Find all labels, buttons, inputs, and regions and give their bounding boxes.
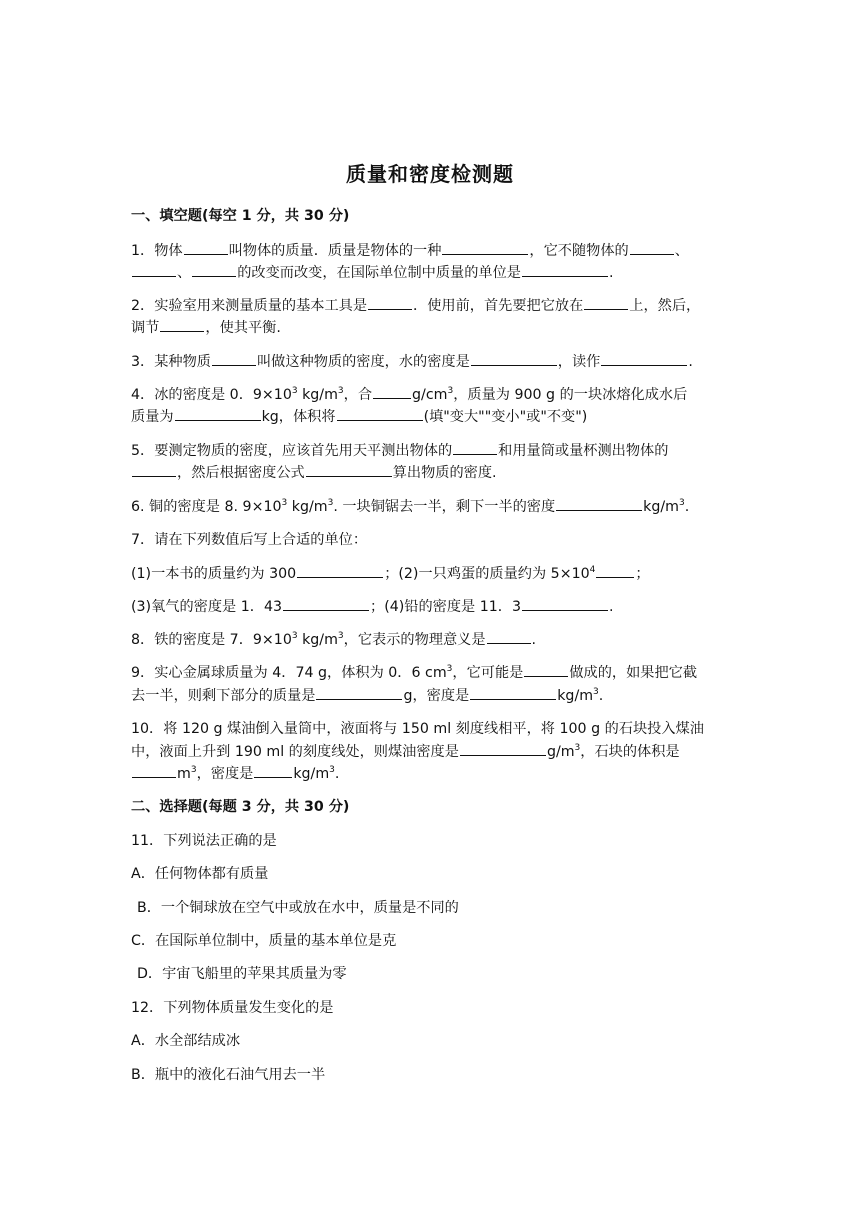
question-6: 6. 铜的密度是 8. $9\times 10^3$ $kg/m^3$. 一块铜锯去一半，剩下一半的密度 $kg/m^3$. xyxy=(131,498,690,515)
question-4-line-1: 4．冰的密度是 0．$9\times 10^3$ $kg/m^3$，合 $g/cm^3$，质量为 900 g 的一块冰熔化成水后 xyxy=(131,386,688,403)
answer-blank[interactable] xyxy=(596,563,634,578)
question-2-line-1: 2．实验室用来测量质量的基本工具是 ．使用前，首先要把它放在 上，然后， xyxy=(131,295,700,317)
question-11: 11．下列说法正确的是 xyxy=(131,833,277,849)
question-8: 8．铁的密度是 7．$9\times 10^3$ $kg/m^3$，它表示的物理意义是 . xyxy=(131,631,537,648)
question-4-line-2: 质量为 kg，体积将 (填"变大""变小"或"不变") xyxy=(131,406,587,428)
answer-blank[interactable] xyxy=(160,317,204,332)
answer-blank[interactable] xyxy=(184,240,228,255)
question-9-line-1: 9．实心金属球质量为 4．74 g，体积为 0．6 $cm^3$，它可能是 做成的，如果把它截 xyxy=(131,664,698,681)
answer-blank[interactable] xyxy=(337,406,423,421)
answer-blank[interactable] xyxy=(175,406,261,421)
question-7-items-3-4: (3)氧气的密度是 1．43 ；(4)铅的密度是 11．3 . xyxy=(131,596,614,618)
question-12: 12．下列物体质量发生变化的是 xyxy=(131,1000,334,1016)
question-2-line-2: 调节 ，使其平衡. xyxy=(131,317,281,339)
answer-blank[interactable] xyxy=(442,240,528,255)
question-1-line-2: 、 的改变而改变，在国际单位制中质量的单位是 . xyxy=(131,262,613,284)
answer-blank[interactable] xyxy=(524,662,568,677)
answer-blank[interactable] xyxy=(584,295,628,310)
question-11-option-d: D．宇宙飞船里的苹果其质量为零 xyxy=(137,966,347,982)
question-10-line-2: 中，液面上升到 190 ml 的刻度线处，则煤油密度是 $g/m^3$，石块的体积是 xyxy=(131,743,680,760)
answer-blank[interactable] xyxy=(132,462,176,477)
question-7: 7．请在下列数值后写上合适的单位： xyxy=(131,532,368,548)
answer-blank[interactable] xyxy=(522,596,608,611)
answer-blank[interactable] xyxy=(192,262,236,277)
answer-blank[interactable] xyxy=(453,440,497,455)
answer-blank[interactable] xyxy=(373,384,411,399)
answer-blank[interactable] xyxy=(297,563,383,578)
answer-blank[interactable] xyxy=(556,496,642,511)
question-5-line-2: ，然后根据密度公式 算出物质的密度. xyxy=(131,462,497,484)
answer-blank[interactable] xyxy=(316,685,402,700)
answer-blank[interactable] xyxy=(283,596,369,611)
question-12-option-a: A．水全部结成冰 xyxy=(131,1033,241,1049)
answer-blank[interactable] xyxy=(132,262,176,277)
question-11-option-a: A．任何物体都有质量 xyxy=(131,866,269,882)
answer-blank[interactable] xyxy=(630,240,674,255)
answer-blank[interactable] xyxy=(460,741,546,756)
answer-blank[interactable] xyxy=(212,351,256,366)
question-12-option-b: B．瓶中的液化石油气用去一半 xyxy=(131,1067,326,1083)
question-3: 3．某种物质 叫做这种物质的密度，水的密度是 ，读作 . xyxy=(131,351,693,373)
page-title: 质量和密度检测题 xyxy=(346,162,514,186)
answer-blank[interactable] xyxy=(471,351,557,366)
question-5-line-1: 5．要测定物质的密度，应该首先用天平测出物体的 和用量筒或量杯测出物体的 xyxy=(131,440,668,462)
question-10-line-3: $m^3$，密度是 $kg/m^3$. xyxy=(131,763,339,785)
answer-blank[interactable] xyxy=(487,629,531,644)
answer-blank[interactable] xyxy=(132,763,176,778)
answer-blank[interactable] xyxy=(368,295,412,310)
section-fill-blank-heading: 一、填空题(每空 1 分，共 30 分) xyxy=(131,208,350,224)
answer-blank[interactable] xyxy=(254,763,292,778)
question-10-line-1: 10．将 120 g 煤油倒入量筒中，液面将与 150 ml 刻度线相平，将 100 g 的石块投入煤油 xyxy=(131,721,704,737)
question-11-option-c: C．在国际单位制中，质量的基本单位是克 xyxy=(131,933,397,949)
question-7-items-1-2: (1)一本书的质量约为 300 ；(2)一只鸡蛋的质量约为 $5\times 10^4$ ； xyxy=(131,565,650,582)
answer-blank[interactable] xyxy=(601,351,687,366)
answer-blank[interactable] xyxy=(522,262,608,277)
section-multiple-choice-heading: 二、选择题(每题 3 分，共 30 分) xyxy=(131,799,350,815)
answer-blank[interactable] xyxy=(306,462,392,477)
question-1-line-1: 1．物体 叫物体的质量．质量是物体的一种 ，它不随物体的 、 xyxy=(131,240,689,262)
question-9-line-2: 去一半，则剩下部分的质量是 g，密度是 $kg/m^3$. xyxy=(131,687,604,704)
question-11-option-b: B．一个铜球放在空气中或放在水中，质量是不同的 xyxy=(137,900,459,916)
answer-blank[interactable] xyxy=(470,685,556,700)
